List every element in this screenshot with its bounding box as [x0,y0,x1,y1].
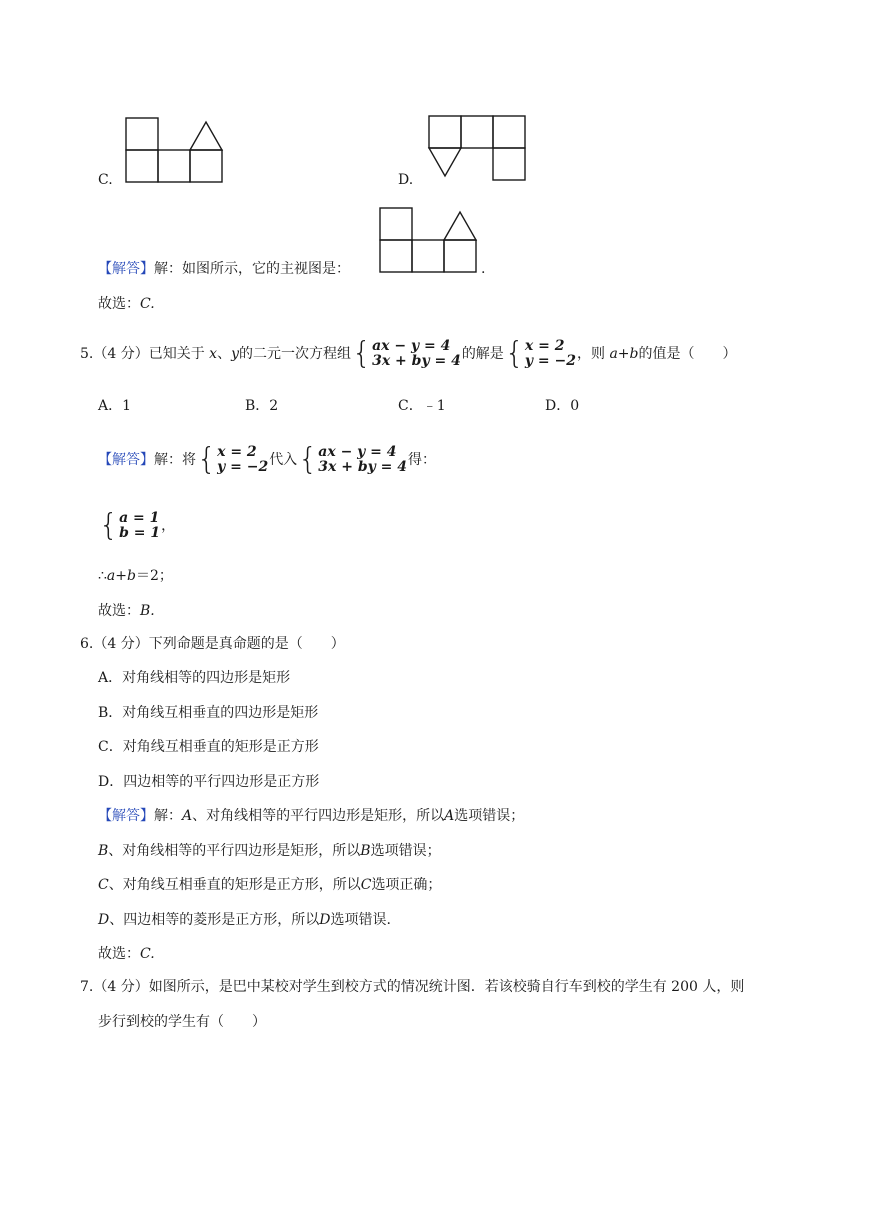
answer-text: 选项错误； [370,843,441,859]
q4-option-c-figure [124,116,224,183]
question-score: （4 分） [93,346,149,362]
q4-option-c-label: C. [98,172,113,188]
solution-2: y = −2 [217,459,269,475]
q6-choice-line [98,944,155,964]
option-letter: C [98,877,109,893]
option-letter: D [319,912,331,928]
q6-stem [80,634,345,654]
equation-system [352,336,461,371]
answer-text: 、对角线相等的平行四边形是矩形，所以 [192,808,445,824]
q5-choice-line [98,601,155,621]
sum-value: ＝2； [135,568,173,584]
brace-icon: { [352,336,372,371]
equation-1: ax − y = 4 [318,444,397,460]
result-comma: ， [161,518,176,534]
solution-1: x = 2 [217,444,257,460]
q5-answer-line [98,440,436,480]
choice-prefix: 故选： [98,946,140,962]
var-x: x [209,346,218,362]
result-2: b = 1 [119,525,161,541]
solution-system [504,336,576,371]
choice-prefix: 故选： [98,296,140,312]
q4-answer-figure [378,206,478,274]
q6-option-b: B．对角线互相垂直的四边形是矩形 [98,705,319,721]
q5-therefore-line [98,566,173,586]
q6-answer-line-4 [98,910,391,930]
q6-answer-line-1 [98,806,524,826]
equation-2: 3x + by = 4 [372,353,461,369]
q5-option-b: B．2 [245,398,279,414]
answer-text: 、四边相等的菱形是正方形，所以 [109,912,320,928]
q4-choice-line [98,294,155,314]
answer-tag: 【解答】 [98,808,154,824]
answer-text: 解：将 [154,452,196,468]
answer-text: 代入 [269,452,298,468]
answer-text: 解：如图所示，它的主视图是： [154,261,350,277]
q5-option-c: C．﹣1 [398,398,446,414]
question-number: 7. [80,979,94,995]
answer-tag: 【解答】 [98,261,154,277]
option-letter: B [98,843,109,859]
choice-letter: B. [140,603,155,619]
q4-option-d-figure [427,114,527,184]
stem-part: 的二元一次方程组 [239,346,351,362]
answer-text: 选项错误. [330,912,391,928]
q6-option-d: D．四边相等的平行四边形是正方形 [98,774,320,790]
therefore-symbol: ∴ [98,568,107,584]
q5-stem [80,334,737,374]
choice-letter: C. [140,296,155,312]
option-letter: B [360,843,371,859]
stem-part: 的值是（ ） [638,346,737,362]
q5-result-system [98,506,175,546]
stem-part: ，则 [577,346,605,362]
q6-answer-line-2 [98,841,441,861]
question-number: 5. [80,346,94,362]
option-letter: C [360,877,372,893]
q4-answer-line [98,259,350,279]
var-y: y [231,346,239,362]
q6-option-a: A．对角线相等的四边形是矩形 [98,670,291,686]
sum-expression: a+b [106,568,136,584]
solution-system [197,442,269,477]
equation-1: ax − y = 4 [372,338,451,354]
choice-letter: C. [140,946,155,962]
q5-option-a: A．1 [98,398,132,414]
q6-answer-line-3 [98,875,441,895]
q4-answer-period: . [481,261,486,277]
result-1: a = 1 [119,510,160,526]
brace-icon: { [298,442,318,477]
stem-part: 的解是 [461,346,504,362]
stem-text: 如图所示，是巴中某校对学生到校方式的情况统计图．若该校骑自行车到校的学生有 200 人，则 [148,979,745,995]
answer-text: 解： [154,808,182,824]
option-letter: D [98,912,110,928]
q7-stem-line-2: 步行到校的学生有（ ） [98,1014,266,1030]
question-number: 6. [80,636,94,652]
answer-tag: 【解答】 [98,452,154,468]
answer-text: 选项正确； [371,877,442,893]
q4-option-d-label: D. [398,172,414,188]
answer-text: 得： [408,452,436,468]
answer-text: 选项错误； [454,808,525,824]
q5-option-d: D．0 [545,398,580,414]
q6-option-c: C．对角线互相垂直的矩形是正方形 [98,739,319,755]
option-letter: A [444,808,455,824]
choice-prefix: 故选： [98,603,140,619]
option-letter: A [182,808,193,824]
answer-text: 、对角线相等的平行四边形是矩形，所以 [108,843,361,859]
equation-2: 3x + by = 4 [318,459,407,475]
stem-part: 已知关于 [148,346,205,362]
q7-stem-line-1 [80,977,744,997]
result-system [99,508,161,543]
brace-icon: { [99,508,119,543]
expression: a+b [609,346,639,362]
stem-text: 下列命题是真命题的是（ ） [148,636,345,652]
answer-text: 、对角线互相垂直的矩形是正方形，所以 [108,877,361,893]
brace-icon: { [504,336,524,371]
question-score: （4 分） [93,636,149,652]
equation-system [298,442,407,477]
solution-1: x = 2 [524,338,565,354]
solution-2: y = −2 [524,353,576,369]
brace-icon: { [197,442,217,477]
sep: 、 [217,346,232,362]
question-score: （4 分） [93,979,149,995]
